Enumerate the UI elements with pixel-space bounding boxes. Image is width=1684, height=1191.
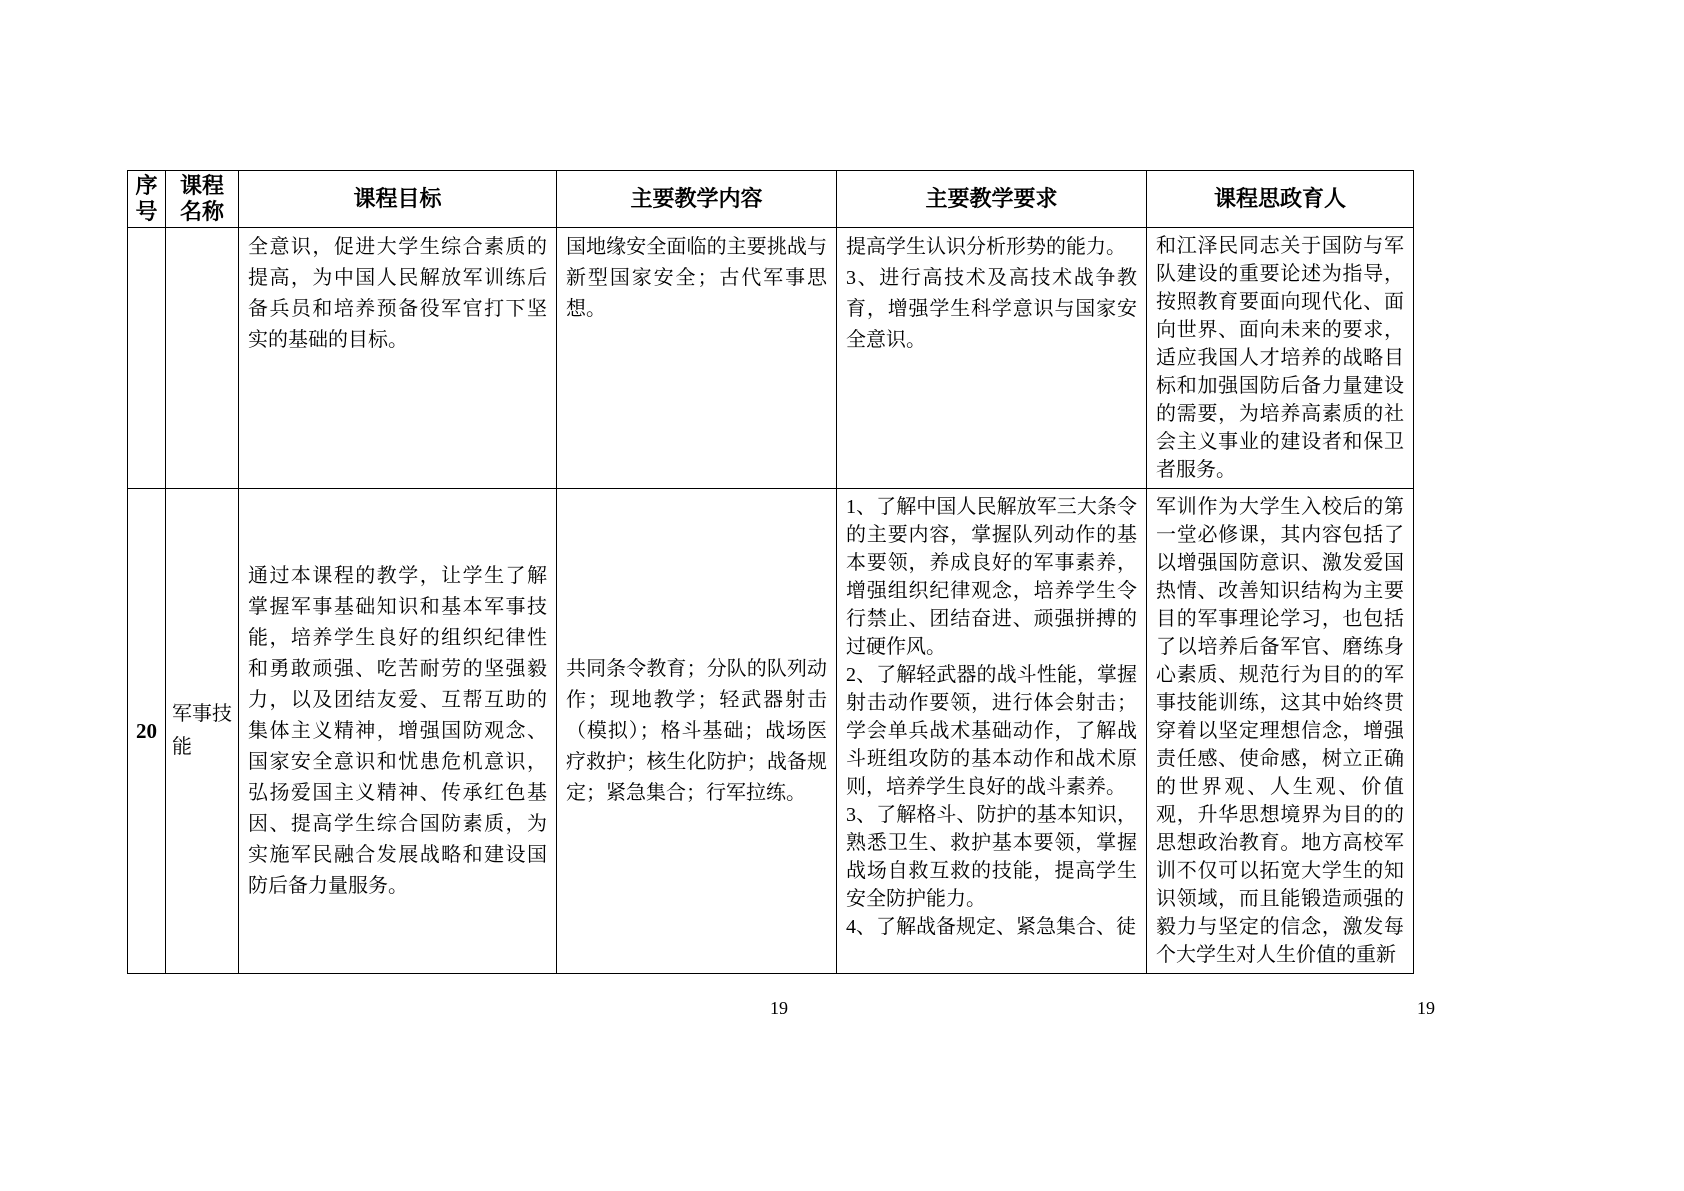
header-ideology: 课程思政育人 bbox=[1147, 171, 1414, 228]
table-row bbox=[128, 489, 1414, 974]
cell-requirements bbox=[837, 228, 1147, 489]
page-number-center: 19 bbox=[770, 998, 788, 1018]
requirement-paragraph: 4、了解战备规定、紧急集合、徒 bbox=[846, 916, 1136, 938]
cell-ideology bbox=[1147, 489, 1414, 974]
cell-content bbox=[557, 489, 837, 974]
objectives-text: 通过本课程的教学，让学生了解掌握军事基础知识和基本军事技能，培养学生良好的组织纪律性和勇敢顽强、吃苦耐劳的坚强毅力，以及团结友爱、互帮互助的集体主义精神，增强国防观念、国家安全意识和忧患危机意识，弘扬爱国主义精神、传承红色基因、提高学生综合国防素质，为实施军民融合发展战略和建设国防后备力量服务。 bbox=[248, 564, 547, 897]
requirement-paragraph: 3、进行高技术及高技术战争教育，增强学生科学意识与国家安全意识。 bbox=[846, 267, 1137, 351]
cell-objectives bbox=[239, 228, 557, 489]
header-course-name: 课程名称 bbox=[166, 171, 239, 228]
requirement-paragraph: 3、了解格斗、防护的基本知识，熟悉卫生、救护基本要领，掌握战场自救互救的技能，提高学生安全防护能力。 bbox=[846, 804, 1137, 910]
requirement-paragraph: 2、了解轻武器的战斗性能，掌握射击动作要领，进行体会射击；学会单兵战术基础动作，了解战斗班组攻防的基本动作和战术原则，培养学生良好的战斗素养。 bbox=[846, 664, 1137, 798]
objectives-text: 全意识，促进大学生综合素质的提高，为中国人民解放军训练后备兵员和培养预备役军官打下坚实的基础的目标。 bbox=[248, 236, 547, 351]
page-number-right: 19 bbox=[1417, 998, 1435, 1018]
ideology-text: 和江泽民同志关于国防与军队建设的重要论述为指导，按照教育要面向现代化、面向世界、面向未来的要求，适应我国人才培养的战略目标和加强国防后备力量建设的需要，为培养高素质的社会主义事业的建设者和保卫者服务。 bbox=[1156, 235, 1404, 481]
header-objectives: 课程目标 bbox=[239, 171, 557, 228]
header-requirements: 主要教学要求 bbox=[837, 171, 1147, 228]
cell-objectives bbox=[239, 489, 557, 974]
content-text: 共同条令教育；分队的队列动作；现地教学；轻武器射击（模拟）；格斗基础；战场医疗救护；核生化防护；战备规定；紧急集合；行军拉练。 bbox=[566, 657, 827, 804]
header-seq: 序号 bbox=[128, 171, 166, 228]
table-header-row bbox=[128, 171, 1414, 228]
cell-seq bbox=[128, 228, 166, 489]
content-text: 国地缘安全面临的主要挑战与新型国家安全；古代军事思想。 bbox=[566, 236, 827, 320]
requirement-paragraph: 提高学生认识分析形势的能力。 bbox=[846, 236, 1126, 258]
cell-seq bbox=[128, 489, 166, 974]
course-syllabus-table bbox=[127, 170, 1414, 974]
cell-ideology bbox=[1147, 228, 1414, 489]
cell-requirements bbox=[837, 489, 1147, 974]
table-row bbox=[128, 228, 1414, 489]
cell-course-name bbox=[166, 489, 239, 974]
seq-text: 20 bbox=[136, 718, 157, 743]
header-content: 主要教学内容 bbox=[557, 171, 837, 228]
requirement-paragraph: 1、了解中国人民解放军三大条令的主要内容，掌握队列动作的基本要领，养成良好的军事素养，增强组织纪律观念，培养学生令行禁止、团结奋进、顽强拼搏的过硬作风。 bbox=[846, 496, 1137, 658]
course-name-text: 军事技能 bbox=[172, 703, 232, 758]
cell-course-name bbox=[166, 228, 239, 489]
ideology-text: 军训作为大学生入校后的第一堂必修课，其内容包括了以增强国防意识、激发爱国热情、改善知识结构为主要目的军事理论学习，也包括了以培养后备军官、磨练身心素质、规范行为目的的军事技能训练，这其中始终贯穿着以坚定理想信念，增强责任感、使命感，树立正确的世界观、人生观、价值观，升华思想境界为目的的思想政治教育。地方高校军训不仅可以拓宽大学生的知识领域，而且能锻造顽强的毅力与坚定的信念，激发每个大学生对人生价值的重新 bbox=[1156, 496, 1404, 966]
cell-content bbox=[557, 228, 837, 489]
